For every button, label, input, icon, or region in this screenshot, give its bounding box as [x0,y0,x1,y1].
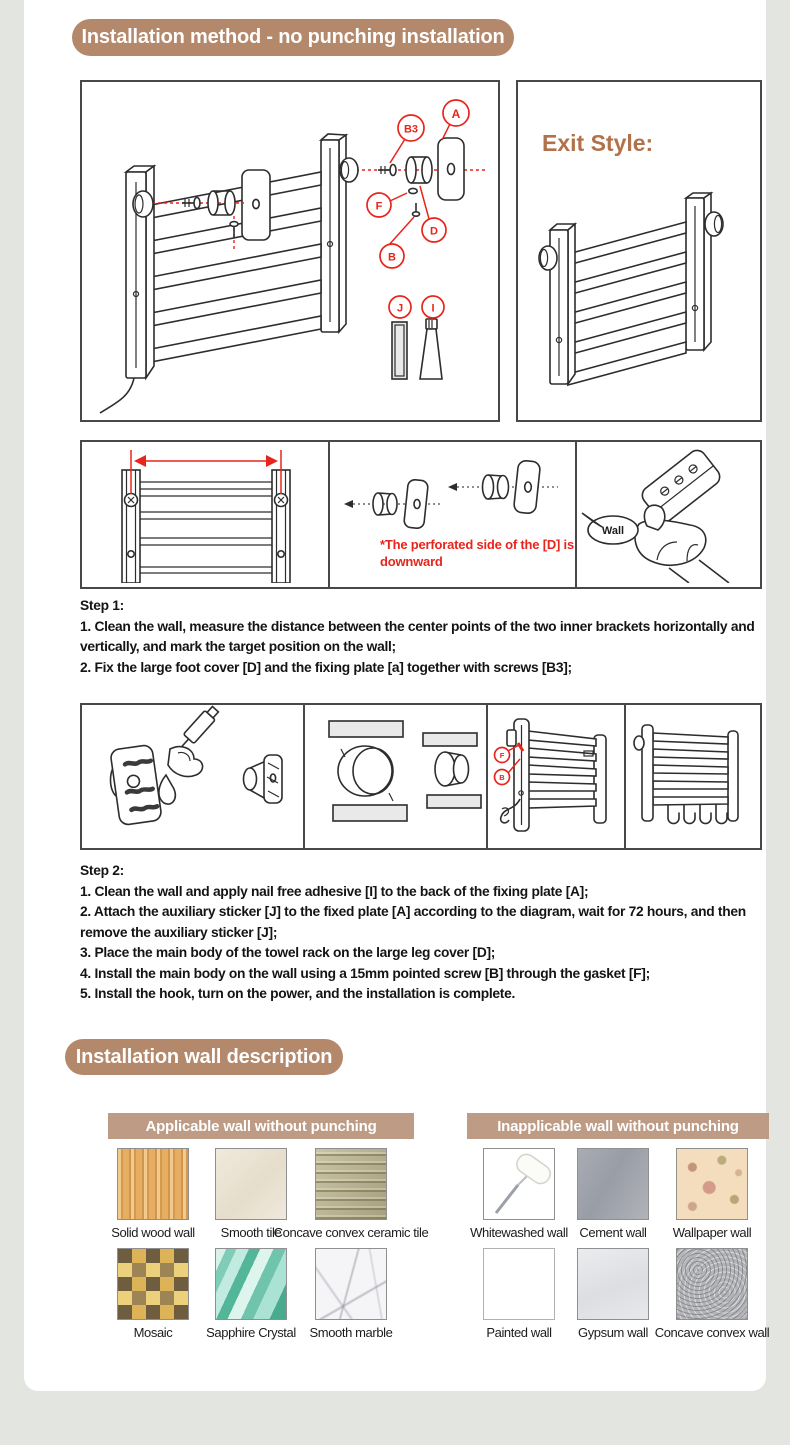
section-title-text: Installation method - no punching installation [81,26,505,48]
applicable-walls-table [108,1113,429,1363]
step1-heading: Step 1: [80,598,124,613]
wall-swatch-concave-ceramic [315,1148,387,1220]
wall-label: Cement wall [579,1225,647,1240]
step2-item: 4. Install the main body on the wall using a 15mm pointed screw [B] through the gasket [F]; [80,965,650,981]
hand-holding-bracket-drawing [577,442,752,583]
wall-label: Mosaic [133,1325,173,1340]
inapplicable-walls-table [467,1113,769,1363]
wall-label: Smooth tile [220,1225,282,1240]
wall-cell [273,1148,429,1240]
wall-label: Smooth marble [309,1325,393,1340]
step2-item: 5. Install the hook, turn on the power, and the installation is complete. [80,986,515,1001]
part-label-d: D [430,225,438,238]
applicable-walls-header: Applicable wall without punching [108,1113,414,1139]
wall-swatch-smooth-marble [315,1248,387,1320]
wall-swatch-mosaic [117,1248,189,1320]
part-label-j: J [396,302,404,315]
wall-label: Gypsum wall [577,1325,648,1340]
exploded-towel-rack-diagram [82,82,494,416]
bracket-fit-panel [305,705,488,848]
step2-heading: Step 2: [80,863,124,878]
measure-panel [82,442,330,587]
wall-cell [642,1248,782,1340]
hooks-panel [626,705,760,848]
inapplicable-walls-header: Inapplicable wall without punching [467,1113,769,1139]
perforated-side-note: *The perforated side of the [D] is downward [380,537,575,569]
wall-swatch-concave-convex [676,1248,748,1320]
part-label-b3: B3 [403,123,419,136]
wall-cell [642,1148,782,1240]
wall-label: Wallpaper wall [672,1225,752,1240]
section-title-installation-method [72,19,514,56]
wall-swatch-sapphire-crystal [215,1248,287,1320]
step2-text [80,861,784,1005]
wall-swatch-wallpaper [676,1148,748,1220]
measurement-box [80,440,762,589]
apply-adhesive-drawing [82,705,303,844]
mount-body-panel [488,705,626,848]
wall-cell [281,1248,421,1340]
part-label-f: F [375,200,383,213]
part-label-b: B [499,773,505,782]
wall-swatch-cement [577,1148,649,1220]
exit-style-box [516,80,762,422]
wall-label: Whitewashed wall [470,1225,568,1240]
wall-swatch-gypsum [577,1248,649,1320]
bracket-fit-drawing [305,705,486,844]
wall-swatch-solid-wood [117,1148,189,1220]
step2-item: 1. Clean the wall and apply nail free adhesive [I] to the back of the fixing plate [A]; [80,883,589,899]
install-steps-box [80,703,762,850]
step2-item: 2. Attach the auxiliary sticker [J] to the fixed plate [A] according to the diagram, wait for 72 hours, and then remove the auxiliary sticker [J]; [80,904,746,940]
part-label-i: I [431,302,435,315]
part-label-f: F [499,751,505,760]
section-title-wall-description [65,1039,343,1075]
wall-label: Painted wall [486,1325,552,1340]
mount-body-drawing [488,705,624,844]
wall-swatch-smooth-tile [215,1148,287,1220]
part-label-a: A [451,107,461,121]
measure-rack-drawing [82,442,328,583]
wall-hand-panel [577,442,760,587]
exit-style-title: Exit Style: [542,130,654,156]
wall-label: Solid wood wall [111,1225,195,1240]
wall-label: Concave convex wall [654,1325,770,1340]
wall-label: Sapphire Crystal [206,1325,296,1340]
step1-item: 2. Fix the large foot cover [D] and the fixing plate [a] together with screws [B3]; [80,659,572,675]
section-title-text: Installation wall description [75,1045,333,1068]
part-label-b: B [388,251,396,264]
wall-label: Concave convex ceramic tile [273,1225,429,1240]
exploded-diagram-box [80,80,500,422]
content-card [24,0,770,1391]
adhesive-panel [82,705,305,848]
exit-style-rack-drawing [518,162,756,412]
bracket-panel [330,442,577,587]
step2-item: 3. Place the main body of the towel rack on the large leg cover [D]; [80,945,496,960]
step1-text [80,596,780,678]
step1-item: 1. Clean the wall, measure the distance between the center points of the two inner brackets horizontally and vertically, and mark the target position on the wall; [80,618,755,654]
wall-bubble-label: Wall [601,525,625,537]
finished-rack-hooks-drawing [626,705,750,844]
